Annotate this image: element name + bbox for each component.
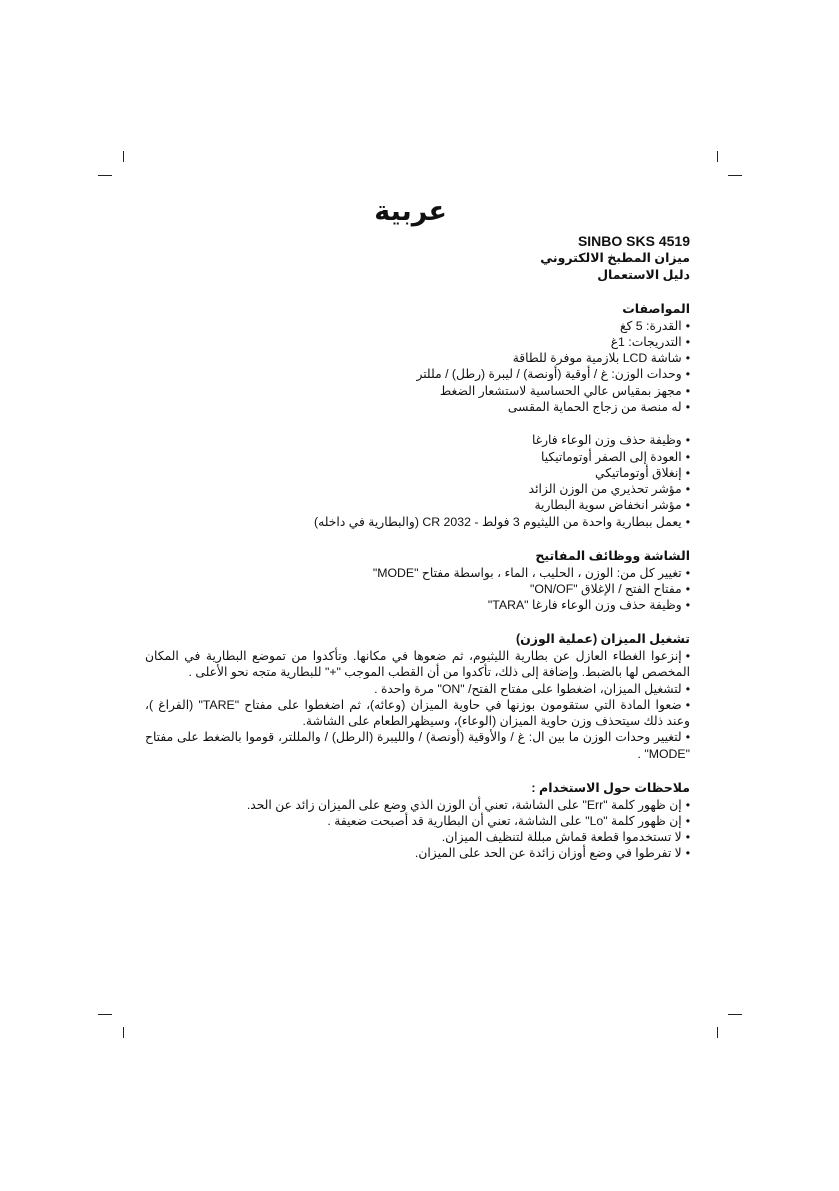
- crop-mark-bottom-left-horizontal: [98, 1014, 112, 1015]
- spec-text: مؤشر تحذيري من الوزن الزائد: [528, 482, 682, 497]
- bullet-icon: •: [685, 697, 690, 712]
- list-item: [145, 845, 690, 861]
- crop-mark-bottom-left-vertical: [123, 1027, 124, 1038]
- list-item: [145, 797, 690, 813]
- spec-text: مؤشر انخفاض سوية البطارية: [534, 498, 682, 513]
- spec-text: التدريجات: 1غ: [610, 334, 682, 349]
- list-item: [145, 399, 690, 415]
- list-item: [145, 318, 690, 334]
- list-item: [145, 697, 690, 730]
- bullet-icon: •: [685, 433, 690, 448]
- display-list: [145, 565, 690, 614]
- notes-list: [145, 797, 690, 862]
- spec-text: له منصة من زجاج الحماية المقسى: [507, 399, 682, 414]
- specs-list-b: [145, 432, 690, 530]
- spec-text: وظيفة حذف وزن الوعاء فارغا: [531, 433, 682, 448]
- display-text: تغيير كل من: الوزن ، الحليب ، الماء ، بواسطة مفتاح "MODE": [372, 565, 682, 580]
- display-text: وظيفة حذف وزن الوعاء فارغا "TARA": [487, 598, 682, 613]
- list-item: [145, 829, 690, 845]
- list-item: [145, 449, 690, 465]
- list-item: [145, 497, 690, 513]
- bullet-icon: •: [685, 383, 690, 398]
- list-item: [145, 383, 690, 399]
- bullet-icon: •: [685, 482, 690, 497]
- note-text: لا تفرطوا في وضع أوزان زائدة عن الحد على الميزان.: [414, 846, 682, 861]
- brand-model: SINBO SKS 4519: [577, 233, 690, 249]
- list-item: [145, 514, 690, 530]
- crop-mark-top-right-vertical: [717, 151, 718, 162]
- bullet-icon: •: [685, 730, 690, 745]
- bullet-icon: •: [685, 465, 690, 480]
- spec-text: وحدات الوزن: غ / أوقية (أونصة) / ليبرة (رطل) / مللتر: [416, 367, 682, 382]
- operation-text: لتغيير وحدات الوزن ما بين ال: غ / والأوقية (أونصة) / والليبرة (الرطل) / والمللتر، قوموا بالضغط على مفتاح "MODE" .: [145, 730, 690, 761]
- list-item: [145, 581, 690, 597]
- list-item: [145, 481, 690, 497]
- bullet-icon: •: [685, 681, 690, 696]
- page-heading: عربية: [374, 196, 447, 227]
- manual-label: دليل الاستعمال: [597, 267, 690, 282]
- bullet-icon: •: [685, 498, 690, 513]
- bullet-icon: •: [685, 514, 690, 529]
- list-item: [145, 565, 690, 581]
- spec-text: مجهز بمقياس عالي الحساسية لاستشعار الضغط: [439, 383, 682, 398]
- operation-title: تشغيل الميزان (عملية الوزن): [515, 632, 690, 647]
- display-title: الشاشة ووظائف المفاتيح: [535, 549, 690, 564]
- note-text: لا تستخدموا قطعة قماش مبللة لتنظيف الميزان.: [441, 830, 682, 845]
- spec-text: القدرة: 5 كغ: [619, 318, 682, 333]
- list-item: [145, 813, 690, 829]
- list-item: [145, 729, 690, 762]
- bullet-icon: •: [685, 581, 690, 596]
- spec-text: إنغلاق أوتوماتيكي: [594, 465, 682, 480]
- bullet-icon: •: [685, 318, 690, 333]
- bullet-icon: •: [685, 351, 690, 366]
- specs-title: المواصفات: [622, 302, 690, 316]
- crop-mark-bottom-right-horizontal: [728, 1014, 742, 1015]
- crop-mark-bottom-right-vertical: [717, 1027, 718, 1038]
- spec-text: العودة إلى الصفر أوتوماتيكيا: [540, 449, 682, 464]
- list-item: [145, 432, 690, 448]
- list-item: [145, 334, 690, 350]
- note-text: إن ظهور كلمة "Lo" على الشاشة، تعني أن البطارية قد أصبحت ضعيفة .: [327, 813, 682, 828]
- operation-text: ضعوا المادة التي ستقومون بوزنها في حاوية الميزان (وعائه)، ثم اضغطوا على مفتاح "TARE" (الفراغ )، وعند ذلك سيتحذف وزن حاوية الميزان (الوعاء)، وسيظهرالطعام على الشاشة.: [145, 697, 690, 729]
- list-item: [145, 350, 690, 366]
- operation-list: [145, 648, 690, 762]
- list-item: [145, 648, 690, 681]
- bullet-icon: •: [685, 399, 690, 414]
- bullet-icon: •: [685, 367, 690, 382]
- bullet-icon: •: [685, 565, 690, 580]
- product-name: ميزان المطبخ الالكتروني: [540, 251, 690, 265]
- bullet-icon: •: [685, 598, 690, 613]
- display-text: مفتاح الفتح / الإغلاق "ON/OF": [529, 581, 682, 596]
- note-text: إن ظهور كلمة "Err" على الشاشة، تعني أن الوزن الذي وضع على الميزان زائد عن الحد.: [246, 797, 682, 812]
- crop-mark-top-right-horizontal: [728, 175, 742, 176]
- spacer: [145, 415, 690, 432]
- crop-mark-top-left-vertical: [123, 151, 124, 162]
- bullet-icon: •: [685, 813, 690, 828]
- list-item: [145, 465, 690, 481]
- bullet-icon: •: [685, 846, 690, 861]
- bullet-icon: •: [685, 648, 690, 663]
- bullet-icon: •: [685, 449, 690, 464]
- crop-mark-top-left-horizontal: [98, 175, 112, 176]
- notes-title: ملاحظات حول الاستخدام :: [531, 781, 690, 796]
- specs-list-a: [145, 318, 690, 416]
- spec-text: شاشة LCD بلازمية موفرة للطاقة: [512, 351, 682, 366]
- list-item: [145, 681, 690, 697]
- bullet-icon: •: [685, 797, 690, 812]
- bullet-icon: •: [685, 334, 690, 349]
- list-item: [145, 597, 690, 613]
- list-item: [145, 366, 690, 382]
- bullet-icon: •: [685, 830, 690, 845]
- spec-text: يعمل ببطارية واحدة من الليثيوم 3 فولط - CR 2032 (والبطارية في داخله): [314, 514, 682, 529]
- operation-text: إنزعوا الغطاء العازل عن بطارية الليثيوم، ثم ضعوها في مكانها. وتأكدوا من تموضع البطارية في المكان المخصص لها بالضبط. وإضافة إلى ذلك، تأكدوا من أن القطب الموجب "+" للبطارية متجه نحو الأعلى .: [145, 648, 690, 680]
- manual-content: [145, 232, 690, 862]
- operation-text: لتشغيل الميزان، اضغطوا على مفتاح الفتح/ "ON" مرة واحدة .: [374, 681, 682, 696]
